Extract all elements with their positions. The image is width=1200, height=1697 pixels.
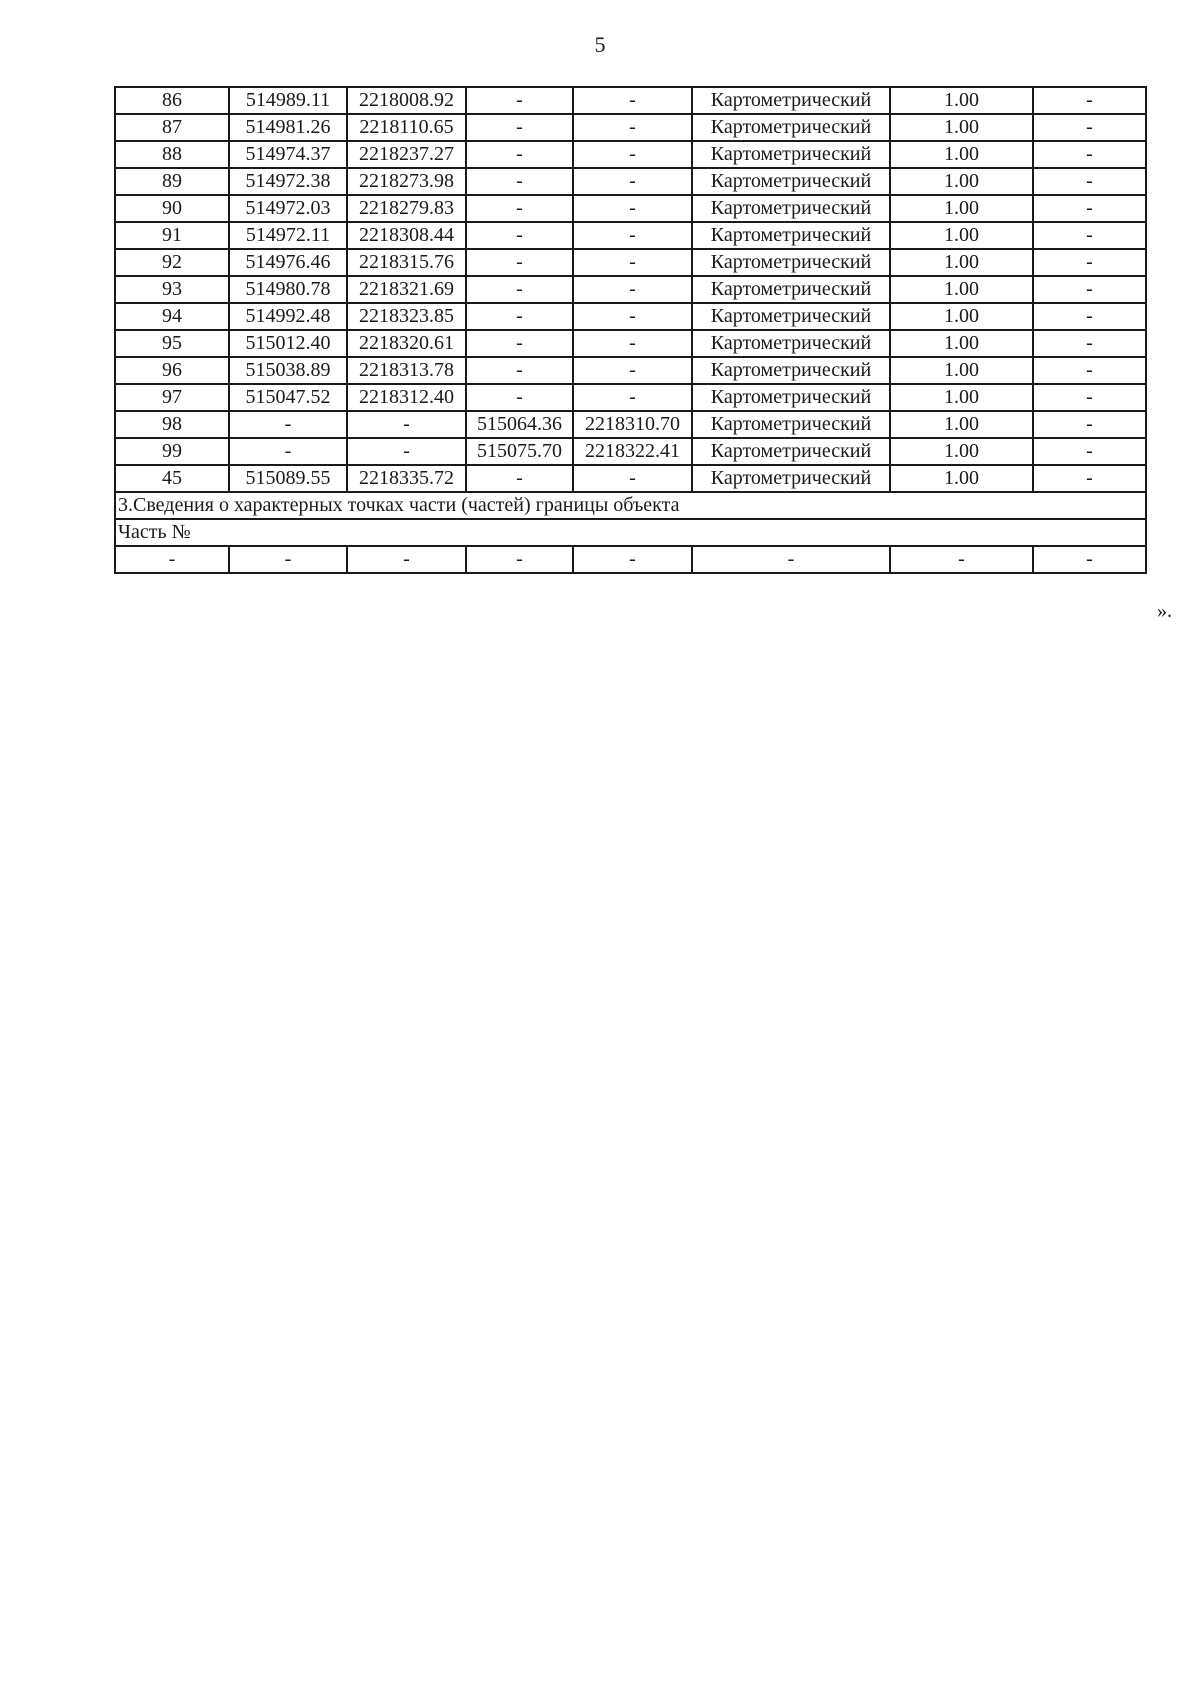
table-cell: - (573, 465, 692, 492)
closing-quote: ». (1157, 600, 1172, 622)
table-cell: Картометрический (692, 330, 890, 357)
table-row (115, 303, 1146, 330)
table-cell: - (466, 114, 573, 141)
table-cell: 1.00 (890, 114, 1033, 141)
table-cell: 2218320.61 (347, 330, 466, 357)
table-cell: - (1033, 303, 1146, 330)
table-cell: 94 (115, 303, 229, 330)
table-cell: 98 (115, 411, 229, 438)
table-cell: 2218310.70 (573, 411, 692, 438)
table-cell: - (466, 141, 573, 168)
table-row (115, 222, 1146, 249)
table-cell: 2218321.69 (347, 276, 466, 303)
table-cell: 514980.78 (229, 276, 347, 303)
table-row (115, 384, 1146, 411)
table-cell: - (573, 114, 692, 141)
table-row (115, 195, 1146, 222)
table-cell: - (466, 87, 573, 114)
table-cell: 1.00 (890, 249, 1033, 276)
table-cell: - (573, 384, 692, 411)
table-cell: - (1033, 114, 1146, 141)
table-cell: 2218237.27 (347, 141, 466, 168)
table-cell: 89 (115, 168, 229, 195)
table-row (115, 465, 1146, 492)
table-cell: 99 (115, 438, 229, 465)
table-cell: 2218308.44 (347, 222, 466, 249)
part-number-row (115, 519, 1146, 546)
table-cell: - (1033, 195, 1146, 222)
table-cell: 1.00 (890, 222, 1033, 249)
table-cell: - (573, 195, 692, 222)
section3-heading: 3.Сведения о характерных точках части (частей) границы объекта (115, 492, 1146, 519)
table-cell: Картометрический (692, 384, 890, 411)
table-cell: 2218110.65 (347, 114, 466, 141)
table-row (115, 330, 1146, 357)
table-cell: - (573, 303, 692, 330)
table-cell: - (466, 546, 573, 573)
table-row (115, 438, 1146, 465)
table-cell: - (573, 222, 692, 249)
table-cell: - (466, 168, 573, 195)
table-cell: 2218279.83 (347, 195, 466, 222)
table-cell: - (573, 168, 692, 195)
table-cell: Картометрический (692, 411, 890, 438)
table-cell: - (1033, 141, 1146, 168)
table-cell: Картометрический (692, 114, 890, 141)
table-cell: 1.00 (890, 438, 1033, 465)
table-cell: - (1033, 87, 1146, 114)
table-cell: - (573, 357, 692, 384)
table-cell: - (573, 141, 692, 168)
table-cell: 87 (115, 114, 229, 141)
section3-row (115, 492, 1146, 519)
table-cell: - (466, 303, 573, 330)
table-cell: 514972.38 (229, 168, 347, 195)
table-cell: - (573, 330, 692, 357)
table-cell: 1.00 (890, 384, 1033, 411)
table-cell: 97 (115, 384, 229, 411)
table-cell: - (347, 438, 466, 465)
table-cell: - (229, 411, 347, 438)
table-cell: - (229, 438, 347, 465)
part-number-label: Часть № (115, 519, 1146, 546)
table-cell: - (466, 222, 573, 249)
table-cell: 515038.89 (229, 357, 347, 384)
table-cell: 515089.55 (229, 465, 347, 492)
table-cell: 1.00 (890, 141, 1033, 168)
table-cell: - (466, 195, 573, 222)
table-cell: - (573, 276, 692, 303)
table-cell: 515064.36 (466, 411, 573, 438)
table-cell: - (466, 330, 573, 357)
table-cell: 2218008.92 (347, 87, 466, 114)
table-cell: 514976.46 (229, 249, 347, 276)
table-cell: 2218313.78 (347, 357, 466, 384)
table-cell: Картометрический (692, 249, 890, 276)
table-cell: 1.00 (890, 87, 1033, 114)
table-cell: - (466, 357, 573, 384)
table-row (115, 411, 1146, 438)
table-row (115, 168, 1146, 195)
table-cell: - (1033, 330, 1146, 357)
table-cell: 1.00 (890, 465, 1033, 492)
table-cell: Картометрический (692, 222, 890, 249)
table-cell: 515012.40 (229, 330, 347, 357)
table-cell: 1.00 (890, 357, 1033, 384)
table-cell: Картометрический (692, 357, 890, 384)
table-cell: 1.00 (890, 168, 1033, 195)
table-cell: 90 (115, 195, 229, 222)
table-cell: 96 (115, 357, 229, 384)
coordinates-table-body (115, 87, 1146, 573)
table-cell: 95 (115, 330, 229, 357)
table-cell: 514989.11 (229, 87, 347, 114)
table-cell: - (573, 546, 692, 573)
table-cell: 45 (115, 465, 229, 492)
table-cell: 93 (115, 276, 229, 303)
table-cell: Картометрический (692, 465, 890, 492)
table-cell: - (573, 249, 692, 276)
table-cell: 1.00 (890, 411, 1033, 438)
table-cell: 514974.37 (229, 141, 347, 168)
table-cell: - (466, 465, 573, 492)
table-cell: Картометрический (692, 303, 890, 330)
empty-part-row (115, 546, 1146, 573)
table-cell: Картометрический (692, 87, 890, 114)
table-cell: - (1033, 411, 1146, 438)
table-cell: - (347, 411, 466, 438)
table-cell: Картометрический (692, 195, 890, 222)
table-cell: - (1033, 276, 1146, 303)
table-cell: 92 (115, 249, 229, 276)
table-cell: Картометрический (692, 438, 890, 465)
table-cell: 514992.48 (229, 303, 347, 330)
table-cell: 2218322.41 (573, 438, 692, 465)
table-cell: 2218273.98 (347, 168, 466, 195)
table-cell: 1.00 (890, 330, 1033, 357)
table-cell: - (347, 546, 466, 573)
coordinates-table (114, 86, 1147, 574)
table-row (115, 249, 1146, 276)
table-cell: 1.00 (890, 276, 1033, 303)
table-cell: - (1033, 384, 1146, 411)
table-cell: - (692, 546, 890, 573)
table-cell: 515075.70 (466, 438, 573, 465)
table-cell: - (1033, 465, 1146, 492)
table-cell: 515047.52 (229, 384, 347, 411)
table-cell: - (1033, 168, 1146, 195)
table-cell: 1.00 (890, 195, 1033, 222)
table-cell: 86 (115, 87, 229, 114)
table-cell: - (1033, 438, 1146, 465)
table-row (115, 114, 1146, 141)
table-cell: - (229, 546, 347, 573)
table-cell: 514981.26 (229, 114, 347, 141)
table-cell: - (466, 249, 573, 276)
table-cell: 2218315.76 (347, 249, 466, 276)
table-cell: 514972.03 (229, 195, 347, 222)
table-cell: - (1033, 546, 1146, 573)
table-cell: - (115, 546, 229, 573)
table-cell: - (1033, 222, 1146, 249)
table-cell: - (466, 276, 573, 303)
table-cell: 2218312.40 (347, 384, 466, 411)
table-row (115, 141, 1146, 168)
table-cell: 2218323.85 (347, 303, 466, 330)
table-cell: 1.00 (890, 303, 1033, 330)
table-cell: Картометрический (692, 168, 890, 195)
table-cell: 91 (115, 222, 229, 249)
table-cell: - (1033, 357, 1146, 384)
table-row (115, 87, 1146, 114)
table-cell: - (1033, 249, 1146, 276)
table-cell: - (466, 384, 573, 411)
table-cell: Картометрический (692, 276, 890, 303)
table-row (115, 357, 1146, 384)
table-cell: 514972.11 (229, 222, 347, 249)
table-cell: - (890, 546, 1033, 573)
table-cell: - (573, 87, 692, 114)
table-row (115, 276, 1146, 303)
table-cell: Картометрический (692, 141, 890, 168)
page-number: 5 (594, 32, 606, 57)
table-cell: 88 (115, 141, 229, 168)
table-cell: 2218335.72 (347, 465, 466, 492)
